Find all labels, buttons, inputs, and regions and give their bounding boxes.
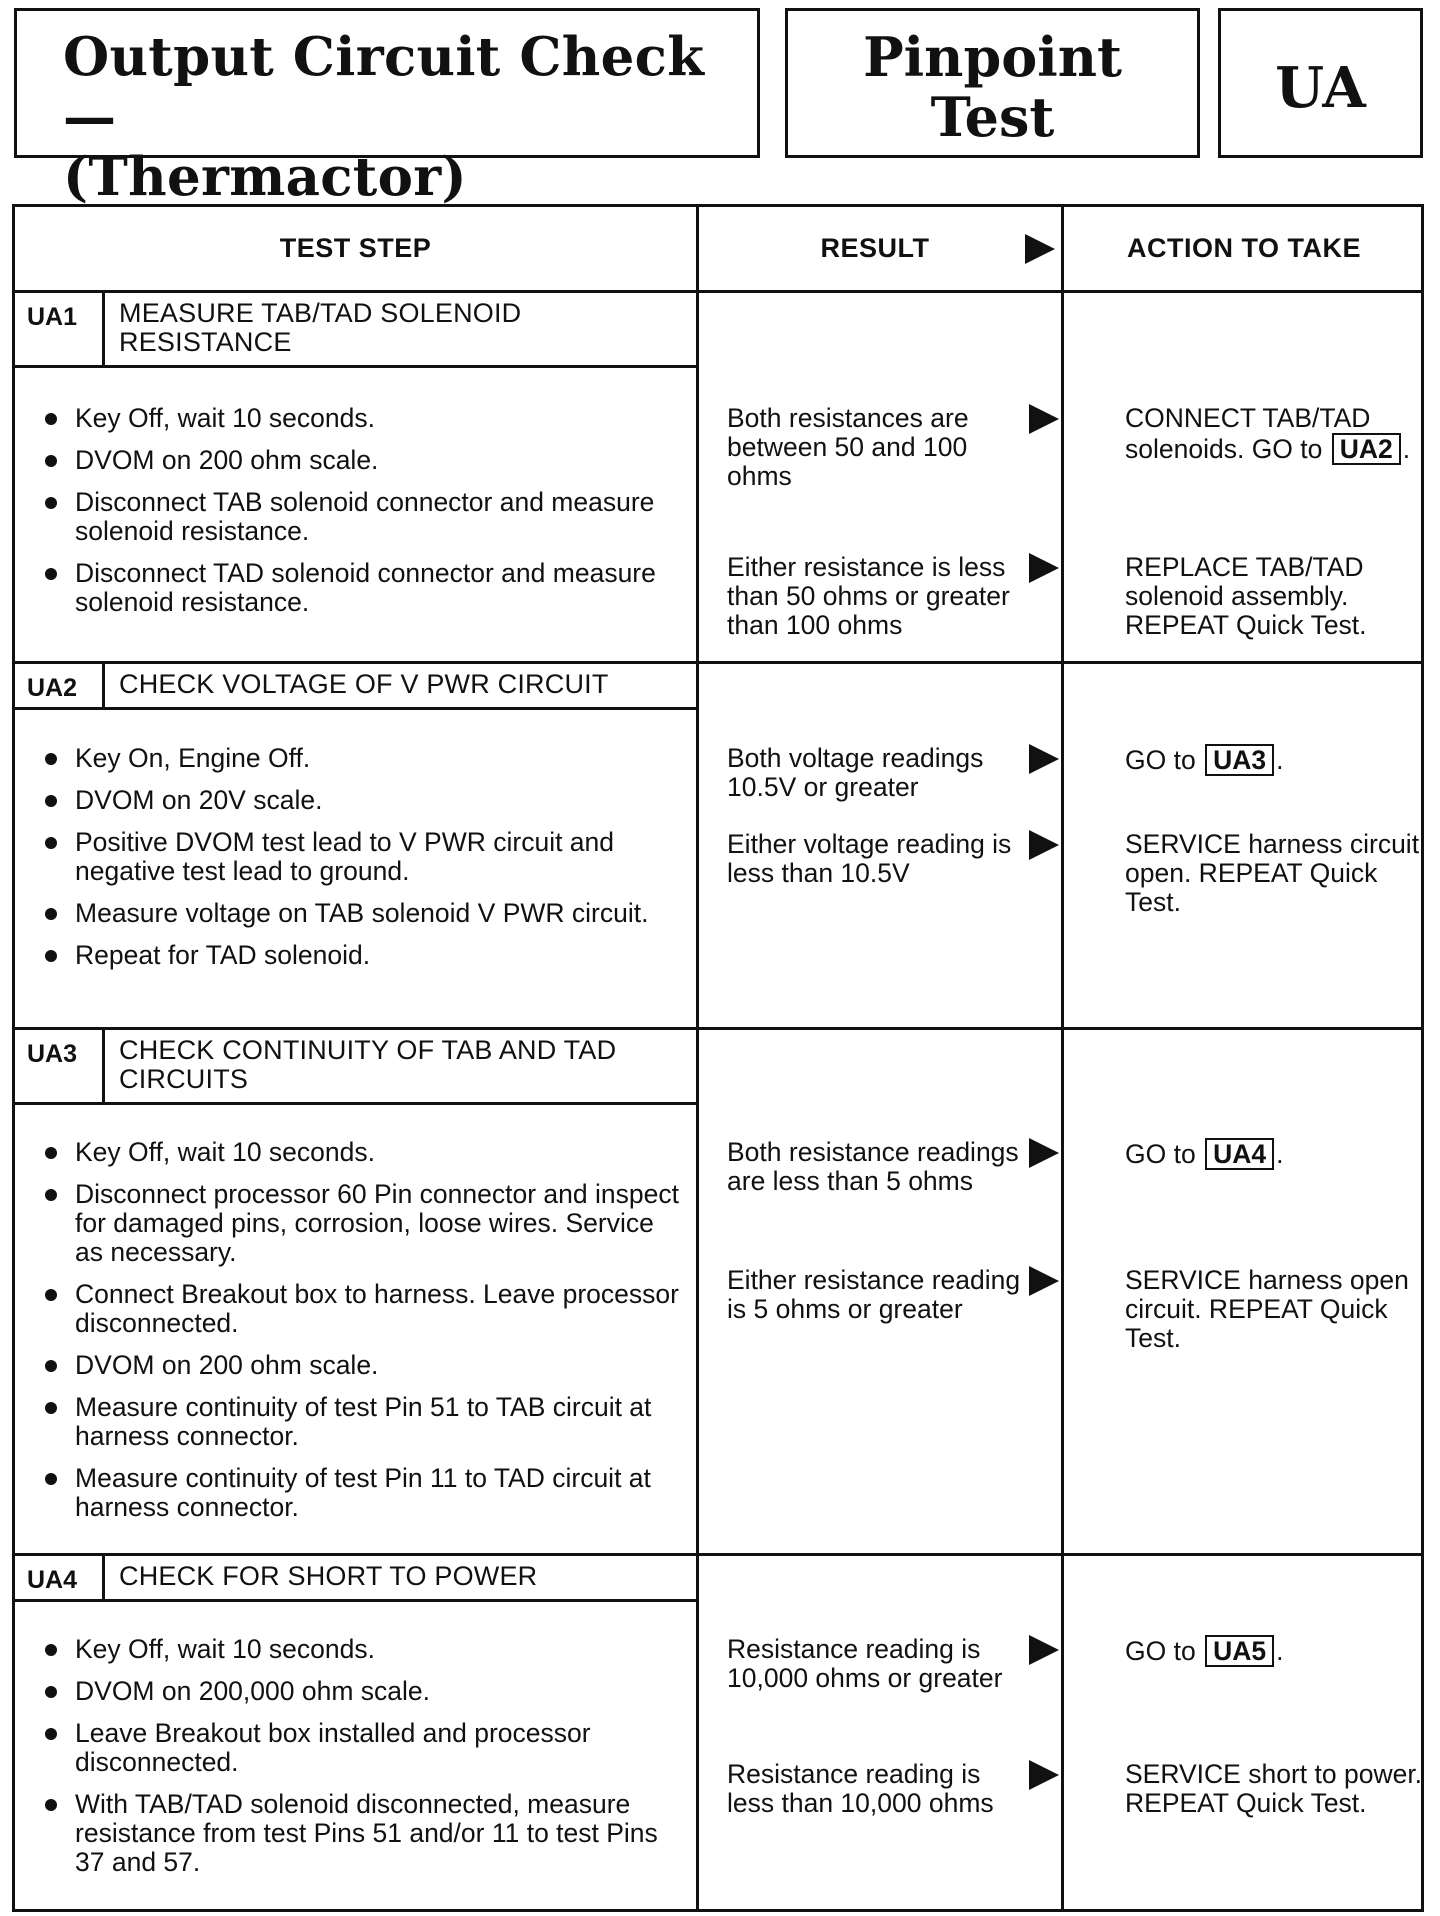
action-suffix: . [1276, 1139, 1284, 1169]
step-code: UA4 [15, 1556, 105, 1602]
arrow-right-icon [1029, 1138, 1059, 1168]
action-label: GO to [1125, 1139, 1196, 1169]
step-code: UA1 [15, 293, 105, 368]
list-item: With TAB/TAD solenoid disconnected, measure resistance from test Pins 51 and/or 11 to test Pins 37 and 57. [43, 1790, 683, 1877]
action-suffix: . [1276, 1636, 1284, 1666]
action-text: SERVICE harness open circuit. REPEAT Quick Test. [1125, 1265, 1409, 1353]
step-reference: UA5 [1205, 1635, 1274, 1667]
pinpoint-test-box [785, 8, 1200, 158]
action-label: GO to [1125, 1636, 1196, 1666]
action-text [1125, 1138, 1425, 1170]
title-box [14, 8, 760, 208]
step-code: UA3 [15, 1030, 105, 1105]
list-item: Disconnect processor 60 Pin connector and inspect for damaged pins, corrosion, loose wires. Service as necessary. [43, 1180, 683, 1267]
page-title [63, 27, 757, 207]
result-text: Either voltage reading is less than 10.5V [727, 829, 1012, 888]
result-text: Both resistances are between 50 and 100 ohms [727, 403, 969, 491]
list-item: Key Off, wait 10 seconds. [43, 404, 683, 433]
pinpoint-line-2: Test [930, 85, 1055, 149]
step-instructions [43, 1138, 683, 1535]
step-title: CHECK CONTINUITY OF TAB AND TAD CIRCUITS [105, 1030, 696, 1105]
result-text: Either resistance reading is 5 ohms or greater [727, 1265, 1021, 1324]
action-text [1125, 1635, 1425, 1667]
column-header-label: RESULT [820, 233, 930, 263]
step-instructions [43, 404, 683, 630]
list-item: Key On, Engine Off. [43, 744, 683, 773]
action-label: CONNECT TAB/TAD solenoids. GO to [1125, 403, 1371, 464]
column-header-action [1064, 207, 1424, 290]
list-item: Disconnect TAD solenoid connector and measure solenoid resistance. [43, 559, 683, 617]
column-header-label: TEST STEP [279, 233, 432, 263]
list-item: Key Off, wait 10 seconds. [43, 1138, 683, 1167]
action-text: SERVICE short to power. REPEAT Quick Test. [1125, 1759, 1423, 1818]
result-text: Both voltage readings 10.5V or greater [727, 743, 984, 802]
step-instructions [43, 744, 683, 983]
step-reference: UA3 [1205, 744, 1274, 776]
step-instructions [43, 1635, 683, 1890]
action-text: SERVICE harness circuit open. REPEAT Quick Test. [1125, 829, 1420, 917]
test-code-box [1218, 8, 1423, 158]
column-header-label: ACTION TO TAKE [1127, 233, 1361, 263]
title-line-2: (Thermactor) [63, 146, 467, 208]
pinpoint-line-1: Pinpoint [863, 25, 1122, 89]
list-item: Key Off, wait 10 seconds. [43, 1635, 683, 1664]
test-code: UA [1275, 55, 1366, 121]
list-item: Repeat for TAD solenoid. [43, 941, 683, 970]
arrow-right-icon [1029, 744, 1059, 774]
list-item: Leave Breakout box installed and processor disconnected. [43, 1719, 683, 1777]
list-item: Measure continuity of test Pin 11 to TAD circuit at harness connector. [43, 1464, 683, 1522]
action-label: GO to [1125, 745, 1196, 775]
column-header-result [699, 207, 1061, 290]
arrow-right-icon [1029, 553, 1059, 583]
column-divider [1061, 207, 1064, 1909]
list-item: DVOM on 200 ohm scale. [43, 446, 683, 475]
result-text: Resistance reading is less than 10,000 ohms [727, 1759, 994, 1818]
list-item: DVOM on 20V scale. [43, 786, 683, 815]
list-item: Disconnect TAB solenoid connector and measure solenoid resistance. [43, 488, 683, 546]
arrow-right-icon [1025, 234, 1055, 264]
step-title: CHECK VOLTAGE OF V PWR CIRCUIT [105, 664, 696, 710]
action-text [1125, 744, 1425, 776]
action-suffix: . [1402, 434, 1411, 464]
list-item: Measure continuity of test Pin 51 to TAB circuit at harness connector. [43, 1393, 683, 1451]
list-item: Connect Breakout box to harness. Leave processor disconnected. [43, 1280, 683, 1338]
test-table [12, 204, 1424, 1912]
step-title: MEASURE TAB/TAD SOLENOID RESISTANCE [105, 293, 696, 368]
step-code: UA2 [15, 664, 105, 710]
action-text: REPLACE TAB/TAD solenoid assembly. REPEAT Quick Test. [1125, 552, 1367, 640]
result-text: Resistance reading is 10,000 ohms or greater [727, 1634, 1003, 1693]
pinpoint-label [788, 27, 1197, 147]
title-line-1: Output Circuit Check — [63, 26, 705, 148]
step-reference: UA4 [1205, 1138, 1274, 1170]
step-title: CHECK FOR SHORT TO POWER [105, 1556, 696, 1602]
arrow-right-icon [1029, 1635, 1059, 1665]
arrow-right-icon [1029, 830, 1059, 860]
list-item: Positive DVOM test lead to V PWR circuit and negative test lead to ground. [43, 828, 683, 886]
action-text [1125, 404, 1425, 465]
list-item: DVOM on 200,000 ohm scale. [43, 1677, 683, 1706]
list-item: Measure voltage on TAB solenoid V PWR circuit. [43, 899, 683, 928]
arrow-right-icon [1029, 404, 1059, 434]
result-text: Both resistance readings are less than 5 ohms [727, 1137, 1019, 1196]
arrow-right-icon [1029, 1266, 1059, 1296]
list-item: DVOM on 200 ohm scale. [43, 1351, 683, 1380]
action-suffix: . [1276, 745, 1284, 775]
result-text: Either resistance is less than 50 ohms or greater than 100 ohms [727, 552, 1010, 640]
column-header-test-step [15, 207, 696, 290]
arrow-right-icon [1029, 1760, 1059, 1790]
column-divider [696, 207, 699, 1909]
step-reference: UA2 [1332, 433, 1401, 465]
